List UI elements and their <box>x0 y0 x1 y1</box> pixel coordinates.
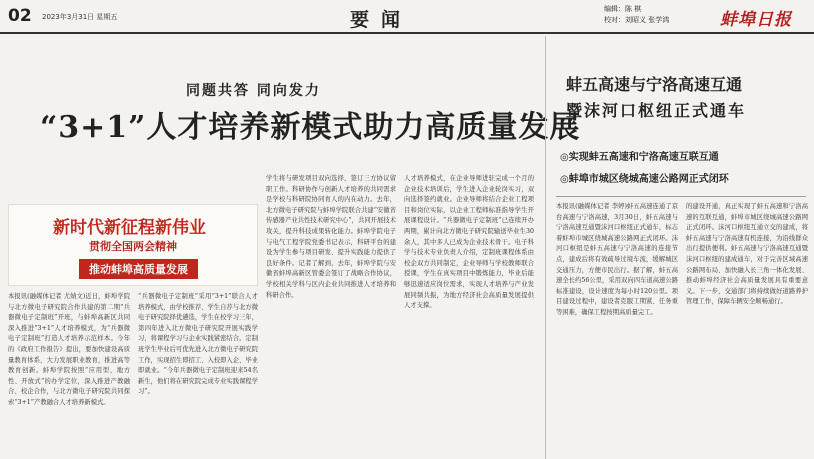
article-column-4: 人才培养模式，在企业导师进驻完成一个月的企业技术培训后，学生进入企业轮岗实习，双向选择签约就业。企业导师将结合企业工程项目和岗位实际，以企业工程师标准指导学生开展课程设计。“兵器微电子定制班”已连续开办两期，累计向北方微电子研究院输送毕业生30余人，其中多人已成为企业技术骨干。电子科学与技术专业负责人介绍，定制班课程体系由校企双方共同制定，企业导师与学校教师联合授课，学生在真实项目中锻炼能力，毕业后能够迅速适应岗位需求，实现人才培养与产业发展同频共振，为地方经济社会高质量发展提供人才支撑。 <box>404 175 534 310</box>
right-headline-line-2: 暨沫河口枢纽正式通车 <box>566 101 747 120</box>
section-title: 要闻 <box>350 9 413 31</box>
article-headline: “3+1”人才培养新模式助力高质量发展 <box>40 110 581 145</box>
editor-credits <box>604 4 669 26</box>
banner-line-3: 推动蚌埠高质量发展 <box>79 259 198 279</box>
page-header <box>0 0 814 34</box>
page-number: 02 <box>8 6 32 26</box>
right-column-1: 本报讯(融媒体记者 李婷)蚌五高速连通了京台高速与宁洛高速，3月30日，蚌五高速与宁洛高速互通暨沫河口枢纽正式通车，标志着蚌埠市城区绕城高速公路网正式闭环。沫河口枢纽是蚌五高速与宁洛高速的连接节点，建成后将有效疏导过境车流，缓解城区交通压力，方便市民出行。据了解，蚌五高速全长约56公里，采用双向四车道高速公路标准建设，设计速度为每小时120公里。项目建设过程中，建设者克服工期紧、任务重等困难，确保工程按期高质量完工。 <box>556 203 678 316</box>
right-subhead-1: ◎实现蚌五高速和宁洛高速互联互通 <box>560 152 719 163</box>
article-column-2: “兵器微电子定制班”采用“3+1”联合人才培养模式，由学校推荐、学生自荐与北方微电子研究院择优遴选，学生在校学习三年，第四年进入北方微电子研究院开展实践学习，将课程学习与企业实践紧密结合。定制班学生毕业后可优先进入北方微电子研究院工作，实现招生即招工、入校即入企、毕业即就业。“今年兵器微电子定制班迎来54名新生，他们将在研究院完成专业实践课程学习”。 <box>138 293 258 396</box>
article-kicker: 同题共答 同向发力 <box>186 83 321 99</box>
right-subhead-2: ◎蚌埠市城区绕城高速公路网正式闭环 <box>560 174 729 185</box>
editor-name: 编辑：陈 棋 <box>604 5 642 13</box>
article-column-1: 本报讯(融媒体记者 尤婧文)近日，蚌埠学院与北方微电子研究院合作共建的第二期“兵器微电子定制班”开班，与蚌埠高新区共同深入推进“3+1”人才培养模式，为“兵器微电子定制班”打造人才培养示范样本。今年的《政府工作报告》提出，要加快建设高质量教育体系，大力发展职业教育，推进高等教育创新。蚌埠学院按照“应用型、地方性、开放式”的办学定位，深入推进产教融合、校企合作，与北方微电子研究院共同探索“3+1”产教融合人才培养新模式。 <box>8 293 130 406</box>
banner-line-1: 新时代新征程新伟业 <box>53 218 206 238</box>
newspaper-masthead: 蚌埠日报 <box>720 10 792 30</box>
divider <box>556 196 806 197</box>
campaign-banner <box>8 204 258 286</box>
proofreader-name: 校对：刘昭义 张学鸿 <box>604 16 670 24</box>
right-headline-line-1: 蚌五高速与宁洛高速互通 <box>566 75 743 94</box>
article-column-3: 学生将与研发项目双向选择，签订三方协议留职工作。科研协作与创新人才培养的共同需求是学校与科研院协同育人的内在动力。去年，北方微电子研究院与蚌埠学院联合共建“安徽省传感器产业共性技术研究中心”，共同开展技术攻关，提升科技成果转化能力。蚌埠学院电子与电气工程学院党委书记表示，科研平台的建设为学生参与项目研发、提升实践能力提供了良好条件。记者了解到，去年，蚌埠学院与安徽省蚌埠高新区管委会签订了战略合作协议，学校相关学科与区内企业共同推进人才培养和科研合作。 <box>266 175 396 299</box>
issue-date: 2023年3月31日 星期五 <box>42 13 118 21</box>
right-article <box>545 36 814 459</box>
right-column-2: 的建设开通，真正实现了蚌五高速和宁洛高速的互联互通，蚌埠市城区绕城高速公路网正式闭环。沫河口枢纽互通立交的建成，将蚌五高速与宁洛高速有机连接，为沿线群众出行提供便利。蚌五高速与宁洛高速互通暨沫河口枢纽的建成通车，对于完善区域高速公路网布局、加快融入长三角一体化发展、推动蚌埠经济社会高质量发展具有重要意义。下一步，交通部门将持续做好道路养护管理工作，保障车辆安全顺畅通行。 <box>686 203 808 306</box>
banner-line-2: 贯彻全国两会精神 <box>89 240 177 253</box>
left-article <box>0 36 581 459</box>
